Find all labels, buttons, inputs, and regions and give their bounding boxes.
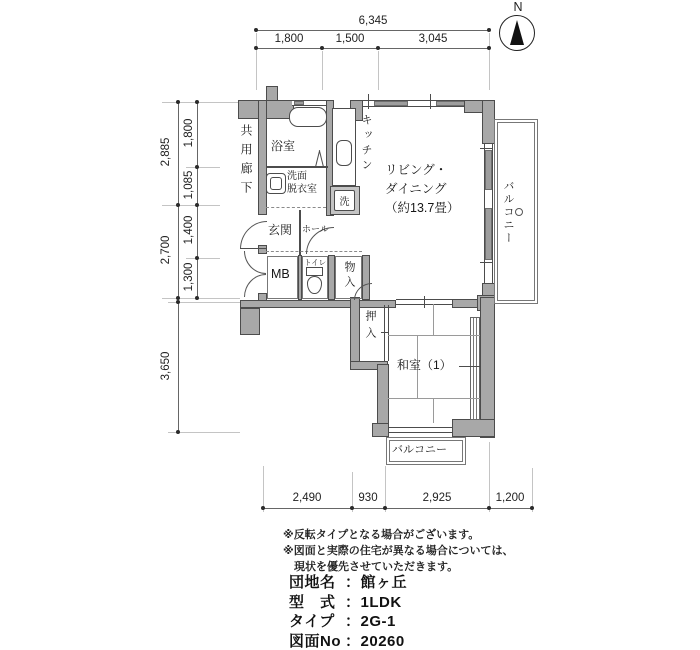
dim-dot bbox=[176, 100, 180, 104]
washer: 洗 bbox=[334, 190, 355, 211]
info-separator: ： bbox=[345, 632, 361, 650]
dim-left-inner: 1,400 bbox=[183, 215, 195, 245]
room-label-corridor: 共用廊下 bbox=[239, 124, 253, 200]
wall-segment bbox=[266, 86, 278, 101]
note-line: ※反転タイプとなる場合がございます。 bbox=[283, 529, 480, 541]
dim-top-seg: 3,045 bbox=[418, 33, 448, 45]
info-label: タイプ bbox=[289, 613, 335, 630]
info-row-danchi bbox=[289, 573, 407, 593]
window-tick bbox=[480, 262, 492, 263]
shutter-box bbox=[470, 317, 480, 420]
dim-left-outer: 2,700 bbox=[160, 235, 172, 265]
extension-line bbox=[322, 51, 323, 90]
dim-dot bbox=[254, 46, 258, 50]
mb-door-arc bbox=[244, 274, 266, 297]
window-tick bbox=[368, 94, 369, 109]
label-leader-line bbox=[459, 366, 480, 367]
dim-left-inner: 1,800 bbox=[183, 118, 195, 148]
dim-left-inner: 1,085 bbox=[183, 170, 195, 200]
info-label: 型 式 bbox=[289, 593, 336, 611]
tatami-line bbox=[388, 398, 480, 399]
dimension-line bbox=[263, 508, 532, 509]
bathtub bbox=[289, 107, 327, 127]
info-row-type bbox=[289, 593, 407, 613]
room-label-mb: MB bbox=[271, 267, 290, 281]
window-pane bbox=[436, 101, 465, 106]
wall-segment bbox=[240, 300, 396, 308]
kitchen-sink bbox=[336, 140, 352, 166]
room-label-living bbox=[385, 161, 459, 218]
room-label-hall: ホール bbox=[302, 224, 329, 234]
dim-left-outer: 2,885 bbox=[160, 137, 172, 167]
wall-segment bbox=[258, 100, 267, 215]
window-tick bbox=[430, 94, 431, 109]
tatami-line bbox=[433, 399, 434, 423]
wall-segment bbox=[350, 297, 360, 369]
dim-dot bbox=[195, 296, 199, 300]
north-arrow bbox=[499, 15, 535, 51]
dim-left-inner: 1,300 bbox=[183, 262, 195, 292]
info-value: 1LDK bbox=[360, 593, 402, 611]
dim-dot bbox=[487, 28, 491, 32]
washbasin-bowl bbox=[270, 177, 282, 190]
window bbox=[492, 144, 493, 285]
info-value: 2G-1 bbox=[360, 613, 396, 630]
living-line2: ダイニング bbox=[385, 182, 447, 196]
dim-bottom-seg: 2,490 bbox=[292, 492, 322, 504]
room-label-kitchen: キッチン bbox=[360, 114, 372, 174]
window-pane bbox=[485, 150, 492, 190]
dim-dot bbox=[195, 100, 199, 104]
north-needle-icon bbox=[510, 20, 524, 45]
info-value: 館ヶ丘 bbox=[360, 574, 408, 591]
wall-segment bbox=[452, 299, 480, 308]
dim-dot bbox=[261, 506, 265, 510]
window-pane bbox=[294, 101, 304, 105]
info-row-drawing-no bbox=[289, 632, 407, 650]
north-label: N bbox=[513, 0, 523, 14]
room-label-washroom bbox=[287, 171, 317, 196]
dim-bottom-seg: 930 bbox=[358, 492, 378, 504]
wall-segment bbox=[480, 297, 495, 438]
dim-dot bbox=[487, 46, 491, 50]
dim-bottom-seg: 1,200 bbox=[495, 492, 525, 504]
mb-door-arc bbox=[244, 251, 266, 274]
window-tick bbox=[424, 296, 425, 308]
note-line: ※図面と実際の住宅が異なる場合については、 bbox=[283, 545, 514, 557]
room-label-balcony-bottom: バルコニー bbox=[392, 444, 447, 456]
entrance-door-arc bbox=[240, 221, 267, 249]
toilet-tank bbox=[306, 267, 323, 276]
fusuma-line bbox=[388, 305, 389, 361]
living-line1: リビング・ bbox=[385, 163, 448, 177]
window-tick bbox=[480, 148, 492, 149]
room-label-entrance: 玄関 bbox=[268, 223, 293, 237]
dim-left-lower: 3,650 bbox=[160, 351, 172, 381]
fusuma-tick bbox=[381, 332, 389, 333]
window-pane bbox=[485, 208, 492, 260]
extension-line bbox=[162, 298, 240, 299]
dimension-line bbox=[197, 102, 198, 298]
dim-dot bbox=[195, 256, 199, 260]
dim-dot bbox=[530, 506, 534, 510]
partition bbox=[299, 210, 301, 255]
fusuma-line bbox=[384, 305, 385, 361]
info-separator: ： bbox=[345, 613, 361, 630]
dim-dot bbox=[320, 46, 324, 50]
dim-dot bbox=[254, 28, 258, 32]
window bbox=[389, 427, 453, 433]
dimension-line bbox=[256, 48, 490, 49]
room-label-closet: 押入 bbox=[364, 310, 376, 344]
info-label: 図面No bbox=[289, 632, 341, 650]
dim-dot bbox=[195, 165, 199, 169]
info-row-plan-type bbox=[289, 612, 407, 632]
dim-dot bbox=[487, 506, 491, 510]
extension-line bbox=[489, 33, 490, 90]
dim-dot bbox=[176, 430, 180, 434]
living-line3: （約13.7畳） bbox=[385, 201, 460, 215]
room-label-toilet: トイレ bbox=[304, 258, 327, 267]
wall-segment bbox=[240, 308, 260, 335]
wall-segment bbox=[328, 255, 335, 300]
dim-top-seg: 1,500 bbox=[335, 33, 365, 45]
extension-line bbox=[256, 33, 257, 90]
partition bbox=[266, 166, 328, 168]
ceiling-dashed-line bbox=[266, 207, 326, 208]
dim-bottom-seg: 2,925 bbox=[422, 492, 452, 504]
note-line: 現状を優先させていただきます。 bbox=[294, 561, 459, 573]
info-separator: ： bbox=[345, 574, 361, 591]
room-label-storage: 物入 bbox=[343, 261, 355, 291]
tatami-line bbox=[388, 335, 480, 336]
washroom-line2: 脱衣室 bbox=[287, 183, 317, 195]
room-label-bath: 浴室 bbox=[271, 139, 296, 153]
dim-dot bbox=[195, 203, 199, 207]
title-block bbox=[289, 573, 407, 650]
info-label: 団地名 bbox=[289, 574, 336, 591]
extension-line bbox=[378, 51, 379, 90]
info-value: 20260 bbox=[360, 632, 405, 650]
dim-dot bbox=[350, 506, 354, 510]
dimension-line bbox=[178, 102, 179, 298]
dim-dot bbox=[176, 300, 180, 304]
dim-top-total: 6,345 bbox=[358, 15, 388, 27]
entrance-door-leaf bbox=[240, 248, 267, 249]
wall-segment bbox=[452, 419, 495, 437]
dim-top-seg: 1,800 bbox=[274, 33, 304, 45]
dimension-line bbox=[178, 302, 179, 432]
dimension-line bbox=[256, 30, 490, 31]
notes bbox=[283, 527, 513, 575]
info-separator: ： bbox=[345, 593, 361, 611]
room-label-japanese-room: 和室（1） bbox=[397, 358, 452, 372]
drain-circle-icon bbox=[515, 208, 523, 216]
dim-dot bbox=[376, 46, 380, 50]
washroom-line1: 洗面 bbox=[287, 171, 307, 182]
dim-dot bbox=[176, 203, 180, 207]
room-label-balcony-right: バルコニー bbox=[502, 180, 514, 245]
tatami-line bbox=[433, 304, 434, 335]
wall-segment bbox=[372, 423, 389, 437]
window-pane bbox=[374, 101, 408, 106]
dim-dot bbox=[383, 506, 387, 510]
